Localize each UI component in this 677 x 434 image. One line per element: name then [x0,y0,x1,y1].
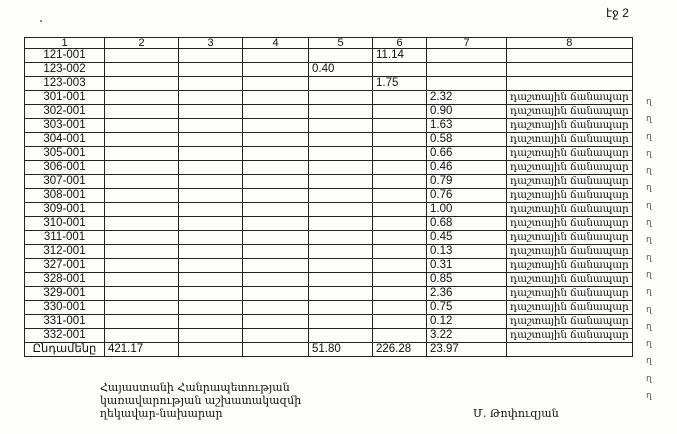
table-cell [179,133,243,147]
table-cell [243,175,309,189]
table-cell: դաշտային ճանապար [507,91,633,105]
table-row [25,245,633,259]
table-cell [309,315,373,329]
table-row [25,49,633,63]
table-cell: դաշտային ճանապար [507,273,633,287]
table-cell [179,315,243,329]
table-cell: 0.58 [427,133,507,147]
total-cell: 421.17 [105,343,179,357]
table-cell [243,189,309,203]
table-cell: դաշտային ճանապար [507,245,633,259]
table-cell [243,259,309,273]
header-cell: 4 [243,38,309,49]
table-cell [105,329,179,343]
margin-mark: ղ [646,372,652,383]
table-cell [179,91,243,105]
table-cell: 1.63 [427,119,507,133]
table-row [25,63,633,77]
header-cell: 7 [427,38,507,49]
table-row [25,259,633,273]
table-cell [309,245,373,259]
table-row [25,147,633,161]
margin-mark: ղ [646,286,652,297]
table-cell: 0.45 [427,231,507,245]
table-cell [309,231,373,245]
table-cell [105,175,179,189]
total-cell: 51.80 [309,343,373,357]
margin-mark: ղ [646,165,652,176]
table-cell: դաշտային ճանապար [507,189,633,203]
table-cell: դաշտային ճանապար [507,147,633,161]
margin-mark: ղ [646,251,652,262]
table-cell: դաշտային ճանապար [507,161,633,175]
footer-line-2: կառավարության աշխատակազմի [100,394,302,407]
margin-mark: ղ [646,199,652,210]
table-cell [105,245,179,259]
margin-mark: ղ [646,355,652,366]
table-cell [179,189,243,203]
table-cell [309,133,373,147]
header-cell: 6 [373,38,427,49]
table-cell [373,133,427,147]
table-cell: դաշտային ճանապար [507,119,633,133]
footer-line-3: ղեկավար-նախարար [100,407,223,420]
table-cell: 0.68 [427,217,507,231]
table-cell: դաշտային ճանապար [507,231,633,245]
table-cell: 311-001 [25,231,105,245]
table-row [25,77,633,91]
table-cell [179,63,243,77]
margin-mark: ղ [646,234,652,245]
table-cell [179,203,243,217]
table-cell: 0.46 [427,161,507,175]
table-cell [243,301,309,315]
table-row [25,273,633,287]
table-cell [309,161,373,175]
table-cell [309,259,373,273]
table-cell [105,63,179,77]
table-cell [507,77,633,91]
table-cell [309,203,373,217]
table-cell [309,329,373,343]
table-cell [243,49,309,63]
table-cell [309,273,373,287]
table-cell: 0.13 [427,245,507,259]
table-cell [105,91,179,105]
table-cell [243,231,309,245]
table-cell: 0.76 [427,189,507,203]
table-cell [105,119,179,133]
table-cell [427,77,507,91]
margin-mark: ղ [646,217,652,228]
margin-mark: ղ [646,338,652,349]
table-cell [243,287,309,301]
total-cell: 226.28 [373,343,427,357]
table-cell [373,189,427,203]
table-cell [179,259,243,273]
table-cell [373,203,427,217]
table-cell [373,287,427,301]
table-cell: դաշտային ճանապար [507,203,633,217]
total-cell: 23.97 [427,343,507,357]
table-cell [105,273,179,287]
table-cell: 0.79 [427,175,507,189]
total-label: Ընդամենը [25,343,105,357]
table-cell [309,49,373,63]
table-cell: 1.75 [373,77,427,91]
table-cell [105,203,179,217]
table-cell: 308-001 [25,189,105,203]
table-cell [105,315,179,329]
table-cell [105,77,179,91]
total-cell [179,343,243,357]
table-cell [243,77,309,91]
table-row [25,329,633,343]
table-cell [243,91,309,105]
table-cell [427,49,507,63]
table-cell: դաշտային ճանապար [507,329,633,343]
table-cell [373,245,427,259]
table-cell: 0.12 [427,315,507,329]
table-cell [243,133,309,147]
table-cell [243,273,309,287]
table-cell [373,315,427,329]
table-cell: դաշտային ճանապար [507,287,633,301]
table-cell [179,245,243,259]
table-cell [105,49,179,63]
table-cell: դաշտային ճանապար [507,175,633,189]
table-cell [427,63,507,77]
table-cell: 302-001 [25,105,105,119]
table-cell [309,287,373,301]
table-cell: 0.66 [427,147,507,161]
header-cell: 5 [309,38,373,49]
table-cell [243,119,309,133]
table-cell [309,105,373,119]
margin-mark: ղ [646,303,652,314]
table-cell: 306-001 [25,161,105,175]
table-row [25,161,633,175]
table-cell: 312-001 [25,245,105,259]
margin-mark: ղ [646,268,652,279]
table-cell: 327-001 [25,259,105,273]
table-body [25,38,633,357]
table-cell [105,133,179,147]
table-cell [507,63,633,77]
table-cell: 123-002 [25,63,105,77]
table-cell [373,329,427,343]
table-cell [179,301,243,315]
table-row [25,231,633,245]
margin-mark: ղ [646,147,652,158]
table-cell: 304-001 [25,133,105,147]
table-cell: 310-001 [25,217,105,231]
table-cell: 328-001 [25,273,105,287]
table-row [25,287,633,301]
table-cell [179,119,243,133]
table-cell [105,301,179,315]
margin-mark: ղ [646,130,652,141]
table-cell [373,63,427,77]
land-table [24,37,633,357]
table-cell [243,203,309,217]
table-cell [373,231,427,245]
table-cell: 331-001 [25,315,105,329]
table-row [25,119,633,133]
table-cell: դաշտային ճանապար [507,259,633,273]
margin-mark: ղ [646,320,652,331]
signatory-name: Մ. Թոփուզյան [473,407,559,420]
table-cell [309,119,373,133]
total-cell [243,343,309,357]
header-row [25,38,633,49]
table-cell [373,175,427,189]
table-cell: 121-001 [25,49,105,63]
table-cell: 123-003 [25,77,105,91]
header-cell: 2 [105,38,179,49]
table-cell [373,105,427,119]
row-margin-marks [646,93,652,404]
table-cell [179,329,243,343]
table-cell [373,217,427,231]
table-cell [373,259,427,273]
table-cell [309,147,373,161]
header-cell: 8 [507,38,633,49]
table-cell [105,161,179,175]
table-cell: դաշտային ճանապար [507,105,633,119]
table-cell: 309-001 [25,203,105,217]
table-cell: 0.90 [427,105,507,119]
table-cell [105,231,179,245]
footer-line-1: Հայաստանի Հանրապետության [100,381,290,394]
table-cell [309,175,373,189]
header-cell: 3 [179,38,243,49]
table-cell: 0.85 [427,273,507,287]
table-cell [243,161,309,175]
table-cell: դաշտային ճանապար [507,301,633,315]
table-cell: 3.22 [427,329,507,343]
table-cell [105,189,179,203]
table-cell [179,147,243,161]
table-row [25,105,633,119]
table-cell [243,147,309,161]
scan-speck [40,20,42,22]
header-cell: 1 [25,38,105,49]
table-cell: 2.32 [427,91,507,105]
table-cell [373,301,427,315]
table-cell [243,329,309,343]
table-cell [243,245,309,259]
table-cell [105,217,179,231]
table-cell: 0.40 [309,63,373,77]
table-cell: 0.75 [427,301,507,315]
table-cell [179,105,243,119]
margin-mark: ղ [646,182,652,193]
table-cell [179,49,243,63]
table-cell: 307-001 [25,175,105,189]
table-cell: դաշտային ճանապար [507,217,633,231]
table-cell [309,77,373,91]
table-cell: 329-001 [25,287,105,301]
table-cell [179,231,243,245]
table-cell [179,273,243,287]
table-cell: դաշտային ճանապար [507,133,633,147]
page-number: էջ 2 [606,6,629,20]
table-cell [243,63,309,77]
table-cell: դաշտային ճանապար [507,315,633,329]
table-row [25,217,633,231]
table-cell: 0.31 [427,259,507,273]
table-row [25,175,633,189]
margin-mark: ղ [646,113,652,124]
table-cell [179,77,243,91]
table-cell: 332-001 [25,329,105,343]
table-cell: 303-001 [25,119,105,133]
table-cell [105,105,179,119]
table-cell [373,161,427,175]
table-cell [373,273,427,287]
table-cell: 301-001 [25,91,105,105]
table-row [25,315,633,329]
table-cell [179,161,243,175]
table-cell [373,119,427,133]
table-cell [373,147,427,161]
table-cell [105,287,179,301]
margin-mark: ղ [646,96,652,106]
table-cell [243,105,309,119]
table-cell [105,147,179,161]
table-cell: 330-001 [25,301,105,315]
table-cell [309,91,373,105]
table-row [25,91,633,105]
table-row [25,133,633,147]
table-cell: 305-001 [25,147,105,161]
table-cell [373,91,427,105]
total-cell [507,343,633,357]
table-cell: 11.14 [373,49,427,63]
table-cell [243,217,309,231]
table-cell [179,287,243,301]
table-cell [179,217,243,231]
margin-mark: ղ [646,390,652,401]
table-row [25,203,633,217]
table-cell [507,49,633,63]
table-cell: 1.00 [427,203,507,217]
table-cell: 2.36 [427,287,507,301]
table-row [25,189,633,203]
table-cell [309,301,373,315]
table-cell [309,217,373,231]
table-row [25,301,633,315]
table-cell [179,175,243,189]
table-cell [105,259,179,273]
total-row [25,343,633,357]
table-cell [309,189,373,203]
signature-block [100,381,301,420]
table-cell [243,315,309,329]
